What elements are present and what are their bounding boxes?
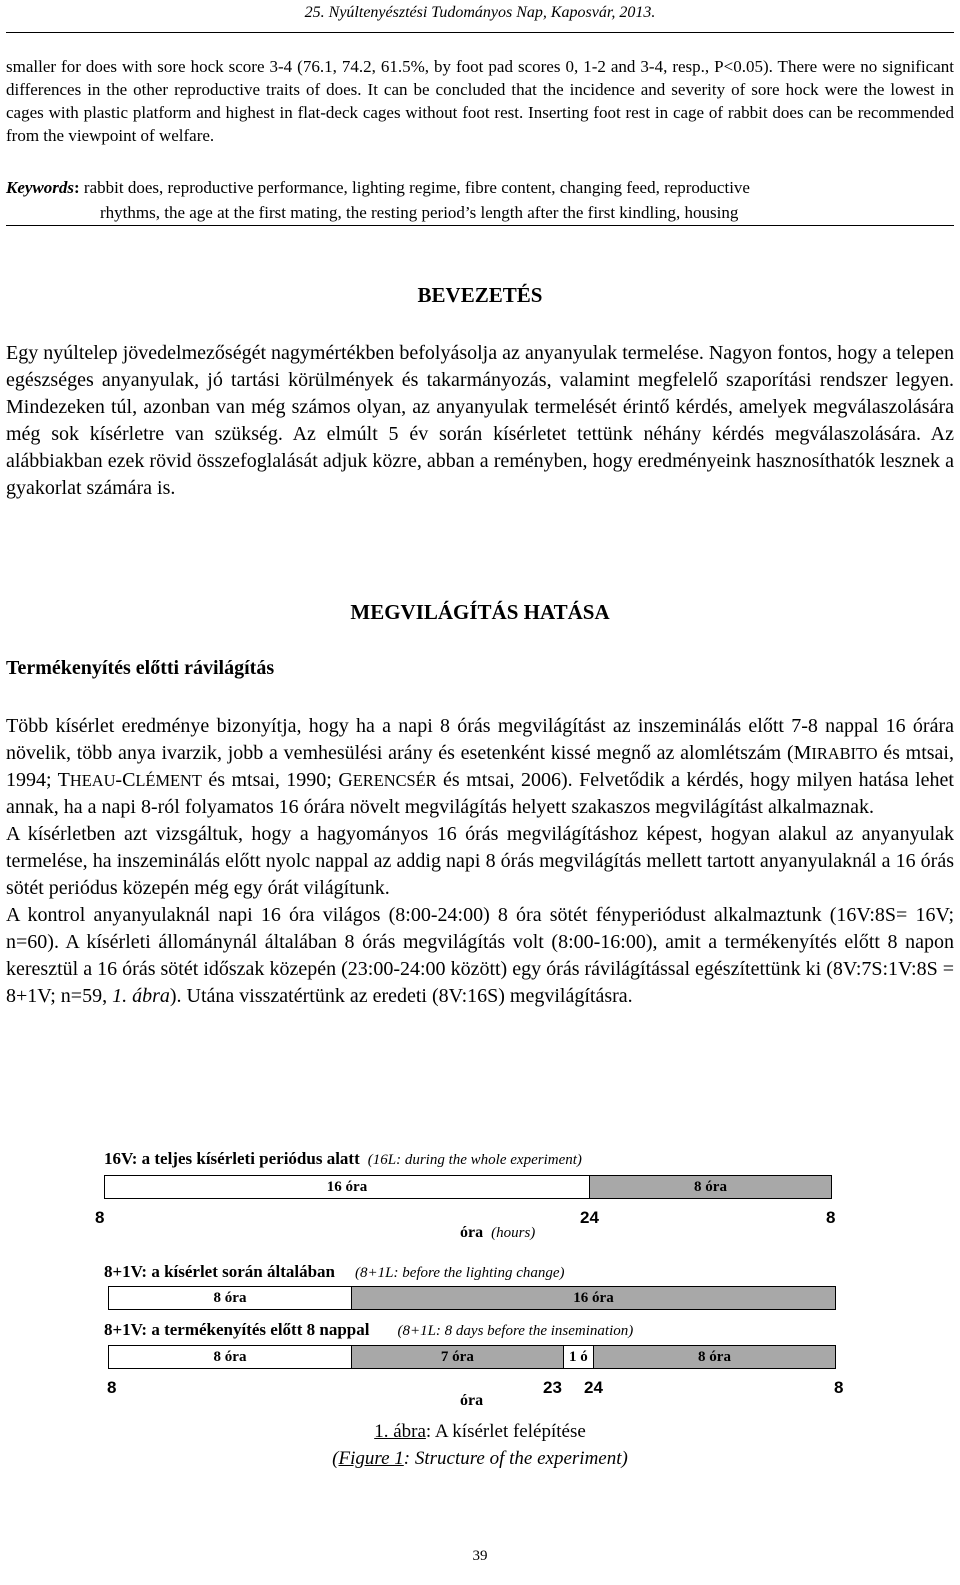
axis1-tick-end: 8 <box>826 1208 836 1227</box>
timeline-bar-general <box>108 1286 836 1310</box>
timeline-segment: 7 óra <box>351 1346 563 1368</box>
section2-subheading: Termékenyítés előtti rávilágítás <box>6 657 275 679</box>
axis1-unit: óra (hours) <box>460 1224 536 1241</box>
axis2-tick-end: 8 <box>834 1378 844 1397</box>
figure-row2-label: 8+1V: a kísérlet során általában (8+1L: before the lighting change) <box>104 1262 565 1281</box>
keywords-rule <box>6 225 954 226</box>
abstract-text: smaller for does with sore hock score 3-4 (76.1, 74.2, 61.5%, by foot pad scores 0, 1-2 and 3-4, resp., P<0.05). There were no significant differences in the other reproductive traits of does. It can be concluded that the incidence and severity of sore hock were the lowest in cages with plastic platform and highest in flat-deck cages without foot rest. Inserting foot rest in cage of rabbit does can be recommended from the viewpoint of welfare. <box>6 57 954 145</box>
section2-p1: Több kísérlet eredménye bizonyítja, hogy ha a napi 8 órás megvilágítást az inszeminálás előtt 7-8 nappal 16 órára növelik, több anya ivarzik, jobb a vemhesülési arány és esetenként kissé megnő az alomlétszám (MIRABITO és mtsai, 1994; THEAU-CLÉMENT és mtsai, 1990; GERENCSÉR és mtsai, 2006). Felvetődik a kérdés, hogy milyen hatása lehet annak, ha a napi 8-ról folyamatos 16 órára növelt megvilágítás helyett szakaszos megvilágítást alkalmaznak. <box>6 715 954 818</box>
running-header: 25. Nyúltenyésztési Tudományos Nap, Kaposvár, 2013. <box>304 4 656 21</box>
timeline-segment: 8 óra <box>109 1346 351 1368</box>
axis1-tick-mid: 24 <box>580 1208 599 1227</box>
keywords-line2: rhythms, the age at the first mating, the resting period’s length after the first kindling, housing <box>100 203 739 222</box>
figure-row1-label: 16V: a teljes kísérleti periódus alatt (16L: during the whole experiment) <box>104 1149 582 1168</box>
axis2-unit: óra <box>460 1392 484 1409</box>
figure-caption-en: (Figure 1: Structure of the experiment) <box>332 1448 628 1469</box>
timeline-bar-control <box>104 1175 832 1199</box>
axis1-tick-start: 8 <box>95 1208 105 1227</box>
figure-caption: 1. ábra: A kísérlet felépítése <box>374 1421 586 1442</box>
page-number: 39 <box>472 1548 488 1564</box>
timeline-segment: 8 óra <box>589 1176 831 1198</box>
intro-heading: BEVEZETÉS <box>417 283 543 307</box>
section2-body <box>6 713 954 1010</box>
timeline-bar-insemination <box>108 1345 836 1369</box>
keywords-line1: rabbit does, reproductive performance, lighting regime, fibre content, changing feed, reproductive <box>83 178 750 197</box>
section2-p3: A kontrol anyanyulaknál napi 16 óra világos (8:00-24:00) 8 óra sötét fényperiódust alkalmaztunk (16V:8S= 16V; n=60). A kísérleti állománynál általában 8 órás megvilágítás volt (8:00-16:00), amit a termékenyítés előtt 8 napon keresztül a 16 órás sötét időszak közepén (23:00-24:00 között) egy órás rávilágítással egészítettünk ki (8V:7S:1V:8S = 8+1V; n=59, 1. ábra). Utána visszatértünk az eredeti (8V:16S) megvilágításra. <box>6 904 954 1007</box>
axis2-tick-start: 8 <box>107 1378 117 1397</box>
intro-paragraph <box>6 340 954 502</box>
keywords-label: Keywords <box>6 178 74 197</box>
timeline-segment: 16 óra <box>105 1176 589 1198</box>
figure-row3-label: 8+1V: a termékenyítés előtt 8 nappal (8+1L: 8 days before the insemination) <box>104 1320 634 1339</box>
timeline-segment: 1 ó <box>563 1346 593 1368</box>
axis2-tick-24: 24 <box>584 1378 603 1397</box>
timeline-segment: 16 óra <box>351 1287 835 1309</box>
section2-heading: MEGVILÁGÍTÁS HATÁSA <box>350 600 610 624</box>
timeline-segment: 8 óra <box>109 1287 351 1309</box>
keywords-block: Keywords: rabbit does, reproductive performance, lighting regime, fibre content, changing feed, reproductive rhythms, the age at the first mating, the resting period’s length after the first kindling, housing <box>6 175 954 225</box>
timeline-segment: 8 óra <box>593 1346 835 1368</box>
header-rule <box>6 32 954 33</box>
section2-p2: A kísérletben azt vizsgáltuk, hogy a hagyományos 16 órás megvilágításhoz képest, hogyan alakul az anyanyulak termelése, ha inszeminálás előtt nyolc nappal az addig napi 8 órás megvilágítás mellett tartott anyanyulaknál a 16 órás sötét periódus közepén még egy órát világítunk. <box>6 823 954 899</box>
intro-paragraph-text: Egy nyúltelep jövedelmezőségét nagymértékben befolyásolja az anyanyulak termelése. Nagyon fontos, hogy a telepen egészséges anyanyulak, jó tartási körülmények és takarmányozás, valamint megfelelő szaporítási rendszer legyen. Mindezeken túl, azonban van még számos olyan, az anyanyulak termelését érintő kérdés, amelyek megválaszolására még sok kísérletre van szükség. Az elmúlt 5 év során kísérletet tettünk néhány kérdés megválaszolására. Az alábbiakban ezek rövid összefoglalását adjuk közre, abban a reményben, hogy eredményeink hasznosíthatók lesznek a gyakorlat számára is. <box>6 342 954 499</box>
axis2-tick-23: 23 <box>543 1378 562 1397</box>
